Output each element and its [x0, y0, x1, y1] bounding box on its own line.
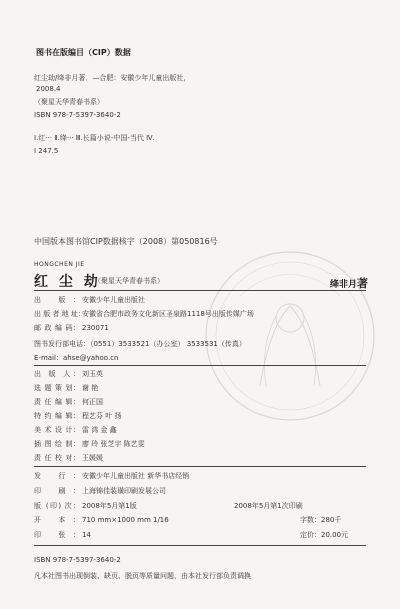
field-value: 安徽少年儿童出版社 [82, 296, 145, 304]
credit-row [34, 383, 98, 393]
decorative-emblem-illustration [200, 236, 380, 436]
cip-line-1: 红尘劫/绛非月著．—合肥：安徽少年儿童出版社， [34, 74, 191, 82]
publisher-address-row [34, 309, 254, 319]
credit-row [34, 453, 103, 463]
postcode-row [34, 323, 109, 333]
cip-heading: 图书在版编目（CIP）数据 [36, 48, 131, 57]
isbn-footer: ISBN 978-7-5397-3640-2 [34, 556, 121, 564]
field-value: 谢 艳 [82, 384, 99, 392]
field-value: 230071 [82, 324, 109, 332]
credit-row [34, 439, 145, 449]
cip-line-4: ISBN 978-7-5397-3640-2 [34, 111, 121, 119]
field-label: 特 约 编 辑： [34, 412, 80, 420]
format-row [34, 515, 341, 525]
field-label: 开 本： [34, 516, 80, 524]
field-value: ahse@yahoo.cn [62, 354, 119, 362]
field-value: 刘玉英 [82, 370, 103, 378]
author-suffix: 著 [357, 277, 369, 290]
section-divider [34, 466, 366, 467]
title-divider [34, 290, 366, 291]
field-label: 美 术 设 计： [34, 426, 80, 434]
author-name: 绛非月 [330, 280, 358, 290]
cip-line-2: 2008.4 [36, 85, 61, 93]
field-label: 出 版： [34, 296, 80, 304]
field-label: 责 任 编 辑： [34, 398, 80, 406]
distribution-row [34, 471, 189, 481]
quality-notice: 凡本社图书出现倒装、缺页、脱页等质量问题，由本社发行部负责调换 [34, 572, 251, 580]
field-value: 14 [82, 531, 91, 539]
field-value: 安徽省合肥市政务文化新区圣泉路1118号出版传媒广场 [82, 310, 254, 318]
field-label: 插 图 绘 制： [34, 440, 80, 448]
field-value: 2008年5月第1版 [82, 502, 137, 510]
author [330, 275, 368, 291]
cip-line-6: I 247.5 [34, 147, 59, 155]
credit-row [34, 411, 121, 421]
credit-row [34, 369, 103, 379]
field-value: 何正国 [82, 398, 103, 406]
field-value: 安徽少年儿童出版社 新华书店经销 [82, 472, 190, 480]
field-label: 责 任 校 对： [34, 454, 80, 462]
sheets-row [34, 530, 348, 540]
field-label: 版 (印) 次： [34, 502, 80, 510]
section-divider [34, 365, 366, 366]
field-label: 发 行： [34, 472, 80, 480]
field-label: 出 版 人： [34, 370, 80, 378]
field-extra: 定价：20.00元 [300, 531, 349, 539]
credit-row [34, 425, 117, 435]
cip-record-number: 中国版本图书馆CIP数据核字（2008）第050816号 [34, 237, 218, 246]
phone-row [34, 339, 246, 349]
credit-row [34, 397, 103, 407]
title-pinyin: HONGCHEN JIE [34, 261, 85, 268]
edition-row [34, 501, 303, 511]
section-divider [34, 545, 366, 546]
book-title: 红 尘 劫 [34, 274, 101, 290]
publisher-row [34, 295, 145, 305]
series-name: （聚星天华青春书系） [94, 277, 164, 285]
field-label: 出 版 者 地 址： [34, 310, 85, 318]
email-row [34, 353, 118, 363]
field-label: 选 题 策 划： [34, 384, 80, 392]
field-label: 印 张： [34, 531, 80, 539]
field-value: 上海锦佳装璜印刷发展公司 [82, 487, 166, 495]
cip-line-3: （聚星天华青春书系） [34, 98, 104, 106]
cip-line-5: Ⅰ.红··· Ⅱ.绛··· Ⅲ.长篇小说-中国-当代 Ⅳ. [34, 134, 155, 142]
field-value: 王媛媛 [82, 454, 103, 462]
field-value: 雷 鸿 金 鑫 [82, 426, 117, 434]
field-extra: 字数：280千 [300, 516, 342, 524]
field-value: （0551）3533521（办公室） 3533531（传真） [90, 340, 246, 348]
field-value: 程艺芬 叶 扬 [82, 412, 122, 420]
field-label: E-mail： [34, 354, 63, 362]
printer-row [34, 486, 166, 496]
field-value: 710 mm×1000 mm 1/16 [82, 516, 169, 524]
field-extra: 2008年5月第1次印刷 [234, 502, 303, 510]
field-label: 图书发行部电话： [34, 340, 90, 348]
field-label: 印 刷： [34, 487, 80, 495]
field-label: 邮 政 编 码： [34, 324, 80, 332]
field-value: 廖 玲 张芝宇 陈艺雯 [82, 440, 145, 448]
